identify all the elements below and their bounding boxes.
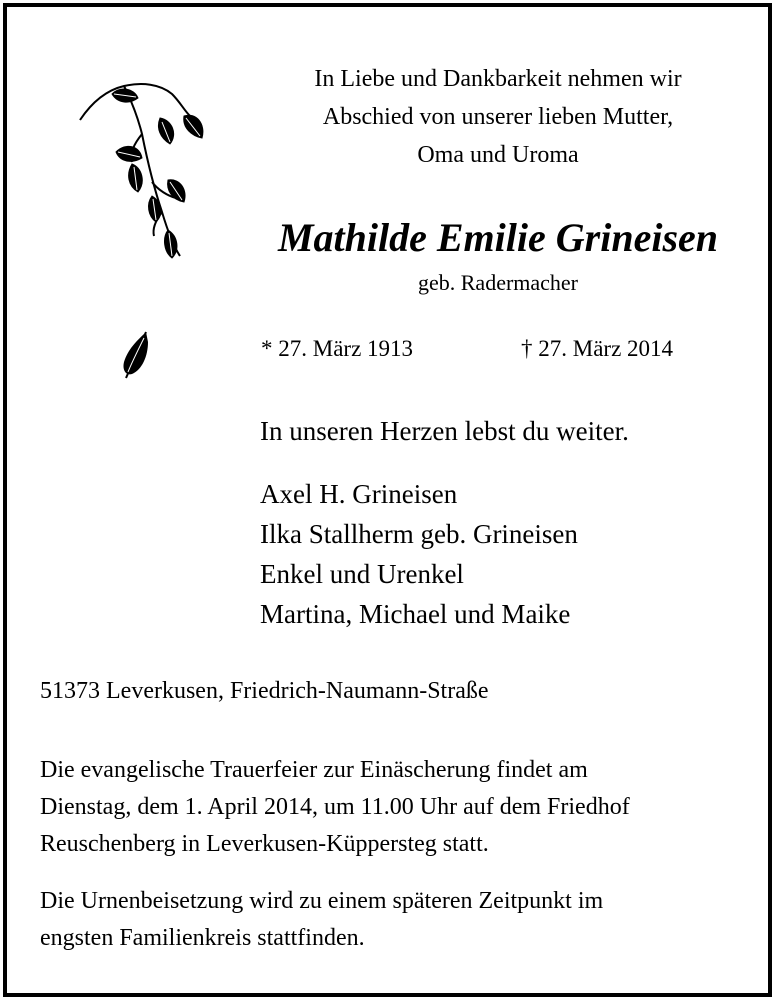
mourner-name: Martina, Michael und Maike (260, 599, 571, 629)
birch-branch-icon (72, 72, 222, 282)
ceremony-line: Die evangelische Trauerfeier zur Einäscherung findet am (40, 757, 588, 783)
intro-text (258, 60, 738, 174)
ceremony-line: Reuschenberg in Leverkusen-Küppersteg statt. (40, 831, 489, 857)
mourner-name: Axel H. Grineisen (260, 479, 458, 509)
falling-leaf-icon (118, 328, 158, 384)
mourners-list (260, 474, 578, 634)
motto-text: In unseren Herzen lebst du weiter. (260, 416, 629, 446)
ceremony-paragraph (40, 752, 630, 863)
intro-line: Abschied von unserer lieben Mutter, (322, 104, 674, 130)
address-text: 51373 Leverkusen, Friedrich-Naumann-Straße (40, 678, 489, 704)
mourner-name: Enkel und Urenkel (260, 559, 464, 589)
urn-line: Die Urnenbeisetzung wird zu einem späteren Zeitpunkt im (40, 888, 604, 914)
intro-line: In Liebe und Dankbarkeit nehmen wir (314, 66, 682, 92)
urn-line: engsten Familienkreis stattfinden. (40, 925, 365, 951)
maiden-name: geb. Radermacher (417, 270, 579, 295)
birth-date: * 27. März 1913 (261, 336, 414, 361)
ceremony-line: Dienstag, dem 1. April 2014, um 11.00 Uhr auf dem Friedhof (40, 794, 630, 820)
death-date: † 27. März 2014 (521, 336, 674, 361)
urn-paragraph (40, 883, 603, 957)
mourner-name: Ilka Stallherm geb. Grineisen (260, 519, 578, 549)
deceased-name: Mathilde Emilie Grineisen (277, 215, 719, 260)
intro-line: Oma und Uroma (417, 142, 579, 168)
